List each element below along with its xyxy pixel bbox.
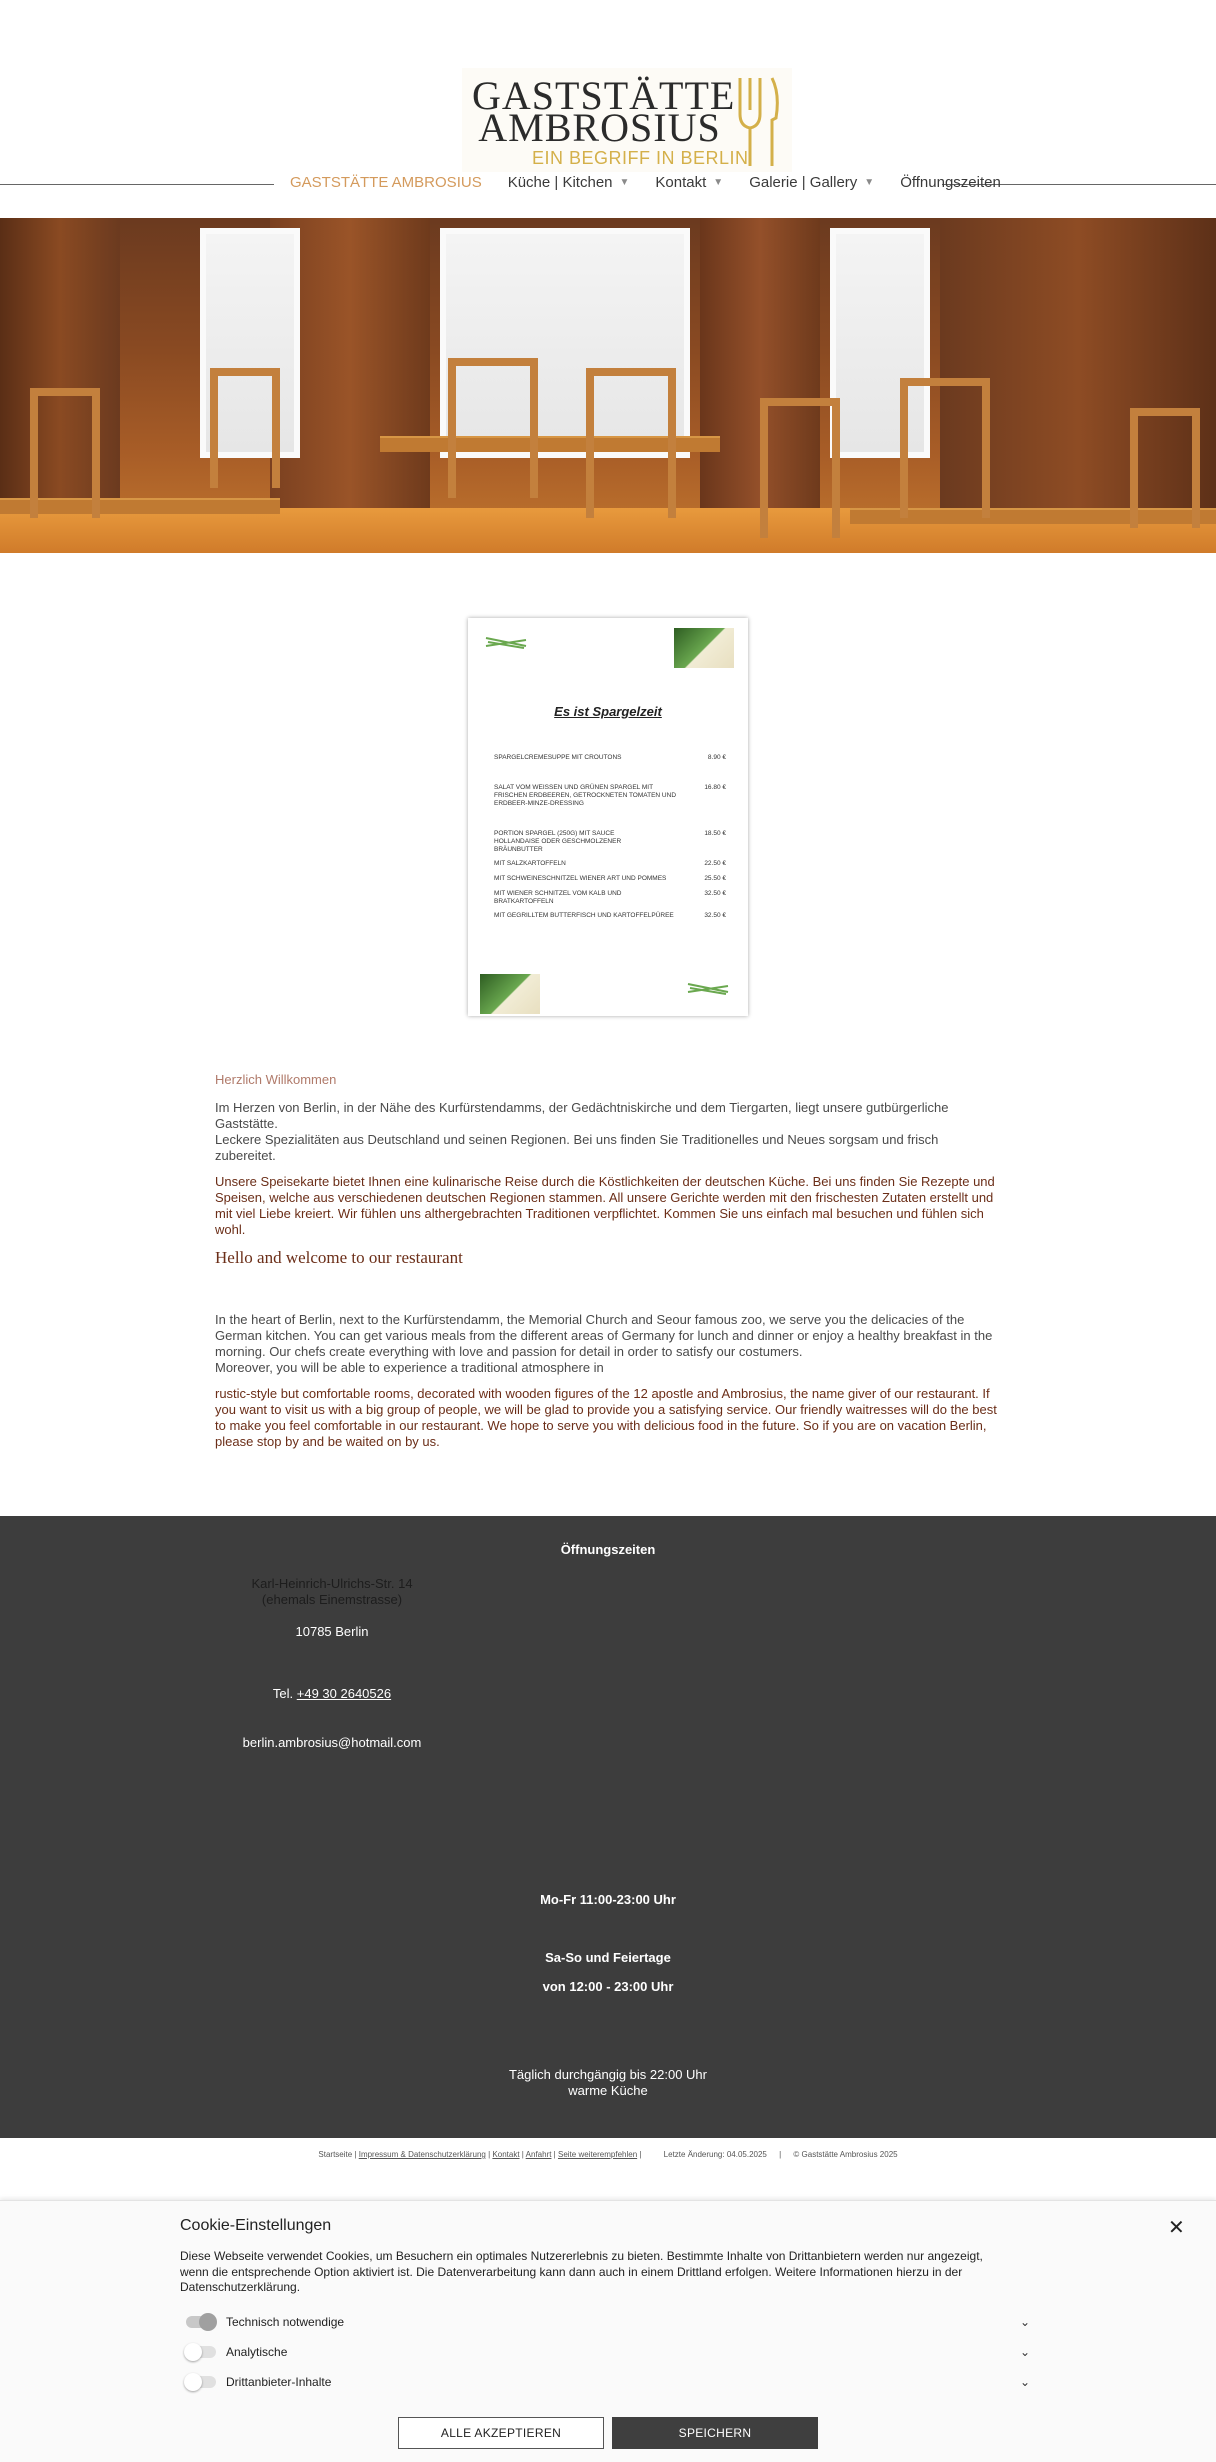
asparagus-photo xyxy=(674,628,734,668)
intro-text-line: Im Herzen von Berlin, in der Nähe des Kurfürstendamms, der Gedächtniskirche und dem Tiergarten, liegt unsere gutbürgerliche Gaststätte. xyxy=(215,1100,949,1131)
menu-item-price: 22.50 € xyxy=(704,860,726,867)
footer-links-bar: Startseite | Impressum & Datenschutzerklärung | Kontakt | Anfahrt | Seite weiterempfehlen | Letzte Änderung: 04.05.2025 | © Gaststätte Ambrosius 2025 xyxy=(318,2150,898,2159)
menu-card-title: Es ist Spargelzeit xyxy=(554,704,662,719)
logo-tagline: EIN BEGRIFF IN BERLIN xyxy=(532,148,749,168)
cookie-banner xyxy=(0,2200,1216,2462)
hours-weekend-label: Sa-So und Feiertage xyxy=(545,1950,671,1965)
menu-item-price: 32.50 € xyxy=(704,912,726,919)
asparagus-icon xyxy=(686,980,730,996)
street-note: (ehemals Einemstrasse) xyxy=(261,1592,403,1607)
toggle-switch[interactable] xyxy=(186,2376,216,2388)
email-text: berlin.ambrosius@hotmail.com xyxy=(242,1735,422,1750)
street-line: Karl-Heinrich-Ulrichs-Str. 14 xyxy=(251,1576,413,1591)
menu-item-name: SPARGELCREMESUPPE MIT CROUTONS xyxy=(494,754,622,761)
site-footer xyxy=(0,1516,1216,2138)
intro-text-line: Moreover, you will be able to experience a traditional atmosphere in xyxy=(215,1360,604,1375)
menu-item-name: MIT SCHWEINESCHNITZEL WIENER ART UND POMMES xyxy=(494,875,667,882)
chevron-down-icon[interactable]: ⌄ xyxy=(1019,2315,1030,2329)
atmosphere-paragraph-en: rustic-style but comfortable rooms, decorated with wooden figures of the 12 apostle and Ambrosius, the name giver of our restaurant. If you want to visit us with a big group of people, we will be glad to provide you a satisfying service. Our friendly waitresses will do the best to make you feel comfortable in our restaurant. We hope to serve you with delicious food in the future. So if you are on vacation Berlin, please stop by and be waited on by us. xyxy=(215,1386,997,1449)
site-logo[interactable] xyxy=(462,68,792,172)
logo-line-1: GASTSTÄTTE xyxy=(472,73,736,118)
main-navigation xyxy=(290,170,1027,194)
menu-item-price: 8.90 € xyxy=(707,754,726,761)
asparagus-icon xyxy=(484,634,528,650)
cutlery-icon xyxy=(732,74,782,170)
nav-item-label: GASTSTÄTTE AMBROSIUS xyxy=(290,173,482,191)
logo-line-2: AMBROSIUS xyxy=(478,105,721,150)
menu-item xyxy=(494,830,644,854)
nav-item-label: Öffnungszeiten xyxy=(900,173,1001,191)
intro-text-line: Leckere Spezialitäten aus Deutschland und seinen Regionen. Bei uns finden Sie Traditionelles und Neues sorgsam und frisch zubereitet. xyxy=(215,1132,939,1163)
welcome-heading: Herzlich Willkommen xyxy=(215,1072,337,1087)
nav-item-label: Küche | Kitchen xyxy=(507,173,613,191)
cookie-option-label: Analytische xyxy=(226,2345,288,2359)
address-street xyxy=(232,1576,432,1608)
directions-link[interactable]: Anfahrt xyxy=(525,2150,552,2159)
chevron-down-icon[interactable]: ⌄ xyxy=(1019,2375,1030,2389)
welcome-heading-en: Hello and welcome to our restaurant xyxy=(215,1248,463,1267)
menu-paragraph-de: Unsere Speisekarte bietet Ihnen eine kulinarische Reise durch die Köstlichkeiten der deutschen Küche. Bei uns finden Sie Rezepte und Speisen, welche aus verschiedenen deutschen Regionen stammen. All unsere Gerichte werden mit den frischesten Zutaten erstellt und mit viel Liebe kreiert. Wir fühlen uns althergebrachten Traditionen verpflichtet. Kommen Sie uns einfach mal besuchen und fühlen sich wohl. xyxy=(215,1174,995,1237)
chevron-down-icon[interactable]: ⌄ xyxy=(1019,2345,1030,2359)
menu-item xyxy=(494,860,726,868)
cookie-description: Diese Webseite verwendet Cookies, um Besuchern ein optimales Nutzererlebnis zu bieten. Bestimmte Inhalte von Drittanbietern werden nur angezeigt, wenn die entsprechende Option aktiviert ist. Die Datenverarbeitung kann dann auch in einem Drittland erfolgen. Weitere Informationen hierzu in der Datenschutzerklärung. xyxy=(180,2249,983,2294)
address-city: 10785 Berlin xyxy=(295,1624,369,1639)
menu-item xyxy=(494,784,684,808)
kitchen-hours-note: warme Küche xyxy=(568,2083,648,2098)
menu-item-name: PORTION SPARGEL (250G) MIT SAUCE HOLLANDAISE ODER GESCHMOLZENER BRÄUNBUTTER xyxy=(494,830,622,853)
menu-item-name: MIT SALZKARTOFFELN xyxy=(494,860,566,867)
toggle-switch[interactable] xyxy=(186,2346,216,2358)
nav-item-label: Kontakt xyxy=(655,173,707,191)
menu-item-price: 16.80 € xyxy=(704,784,726,791)
menu-item-name: MIT WIENER SCHNITZEL VOM KALB UND BRATKARTOFFELN xyxy=(494,890,622,905)
menu-item xyxy=(494,890,644,906)
hours-weekend: von 12:00 - 23:00 Uhr xyxy=(542,1979,674,1994)
impressum-link[interactable]: Impressum & Datenschutzerklärung xyxy=(358,2150,486,2159)
phone-link[interactable]: +49 30 2640526 xyxy=(296,1686,392,1701)
caret-down-icon: ▼ xyxy=(713,176,724,188)
toggle-switch[interactable] xyxy=(186,2316,216,2328)
menu-item-name: SALAT VOM WEISSEN UND GRÜNEN SPARGEL MIT FRISCHEN ERDBEEREN, GETROCKNETEN TOMATEN UND ERDBEER-MINZE-DRESSING xyxy=(494,784,677,807)
nav-item-gallery[interactable] xyxy=(749,174,874,191)
copyright-text: © Gaststätte Ambrosius 2025 xyxy=(793,2150,898,2159)
menu-item xyxy=(494,875,726,883)
cookie-option-analytics[interactable] xyxy=(186,2343,1036,2361)
phone-label: Tel. xyxy=(272,1686,294,1701)
caret-down-icon: ▼ xyxy=(864,176,875,188)
save-button[interactable]: SPEICHERN xyxy=(612,2417,818,2449)
cookie-option-necessary[interactable] xyxy=(186,2313,1036,2331)
cookie-option-label: Drittanbieter-Inhalte xyxy=(226,2375,332,2389)
cookie-option-third-party[interactable] xyxy=(186,2373,1036,2391)
menu-item xyxy=(494,912,726,920)
caret-down-icon: ▼ xyxy=(619,176,630,188)
nav-item-opening-hours[interactable] xyxy=(900,174,1001,191)
menu-item-price: 25.50 € xyxy=(704,875,726,882)
cookie-option-label: Technisch notwendige xyxy=(226,2315,345,2329)
nav-item-contact[interactable] xyxy=(655,174,723,191)
recommend-link[interactable]: Seite weiterempfehlen xyxy=(557,2150,638,2159)
contact-link[interactable]: Kontakt xyxy=(492,2150,520,2159)
close-icon[interactable]: ✕ xyxy=(1168,2217,1185,2239)
asparagus-menu-image[interactable] xyxy=(468,618,748,1016)
site-header xyxy=(0,0,1216,218)
intro-text-line: In the heart of Berlin, next to the Kurfürstendamm, the Memorial Church and Seour famous zoo, we serve you the delicacies of the German kitchen. You can get various meals from the different areas of Germany for lunch and dinner or enjoy a healthy breakfast in the morning. Our chefs create everything with love and passion for detail in order to satisfy our costumers. xyxy=(215,1312,993,1359)
accept-all-button[interactable]: ALLE AKZEPTIEREN xyxy=(398,2417,604,2449)
menu-item-name: MIT GEGRILLTEM BUTTERFISCH UND KARTOFFELPÜREE xyxy=(494,912,674,919)
menu-item xyxy=(494,754,726,762)
main-content xyxy=(215,1072,1001,1450)
hero-image-restaurant-interior xyxy=(0,218,1216,553)
menu-item-price: 32.50 € xyxy=(704,890,726,897)
intro-paragraph-en xyxy=(215,1312,1001,1376)
intro-paragraph-de xyxy=(215,1100,1001,1164)
nav-divider-left xyxy=(0,184,274,185)
nav-item-label: Galerie | Gallery xyxy=(749,173,858,191)
asparagus-photo xyxy=(480,974,540,1014)
footer-title: Öffnungszeiten xyxy=(560,1542,656,1557)
menu-item-price: 18.50 € xyxy=(704,830,726,837)
last-change-text: Letzte Änderung: 04.05.2025 xyxy=(663,2150,767,2159)
cookie-title: Cookie-Einstellungen xyxy=(180,2217,332,2234)
phone xyxy=(232,1686,432,1702)
nav-item-kitchen[interactable] xyxy=(508,174,630,191)
home-link[interactable]: Startseite xyxy=(318,2150,353,2159)
kitchen-hours: Täglich durchgängig bis 22:00 Uhr xyxy=(508,2067,707,2082)
nav-item-home[interactable] xyxy=(290,174,482,191)
hours-weekdays: Mo-Fr 11:00-23:00 Uhr xyxy=(540,1892,676,1907)
